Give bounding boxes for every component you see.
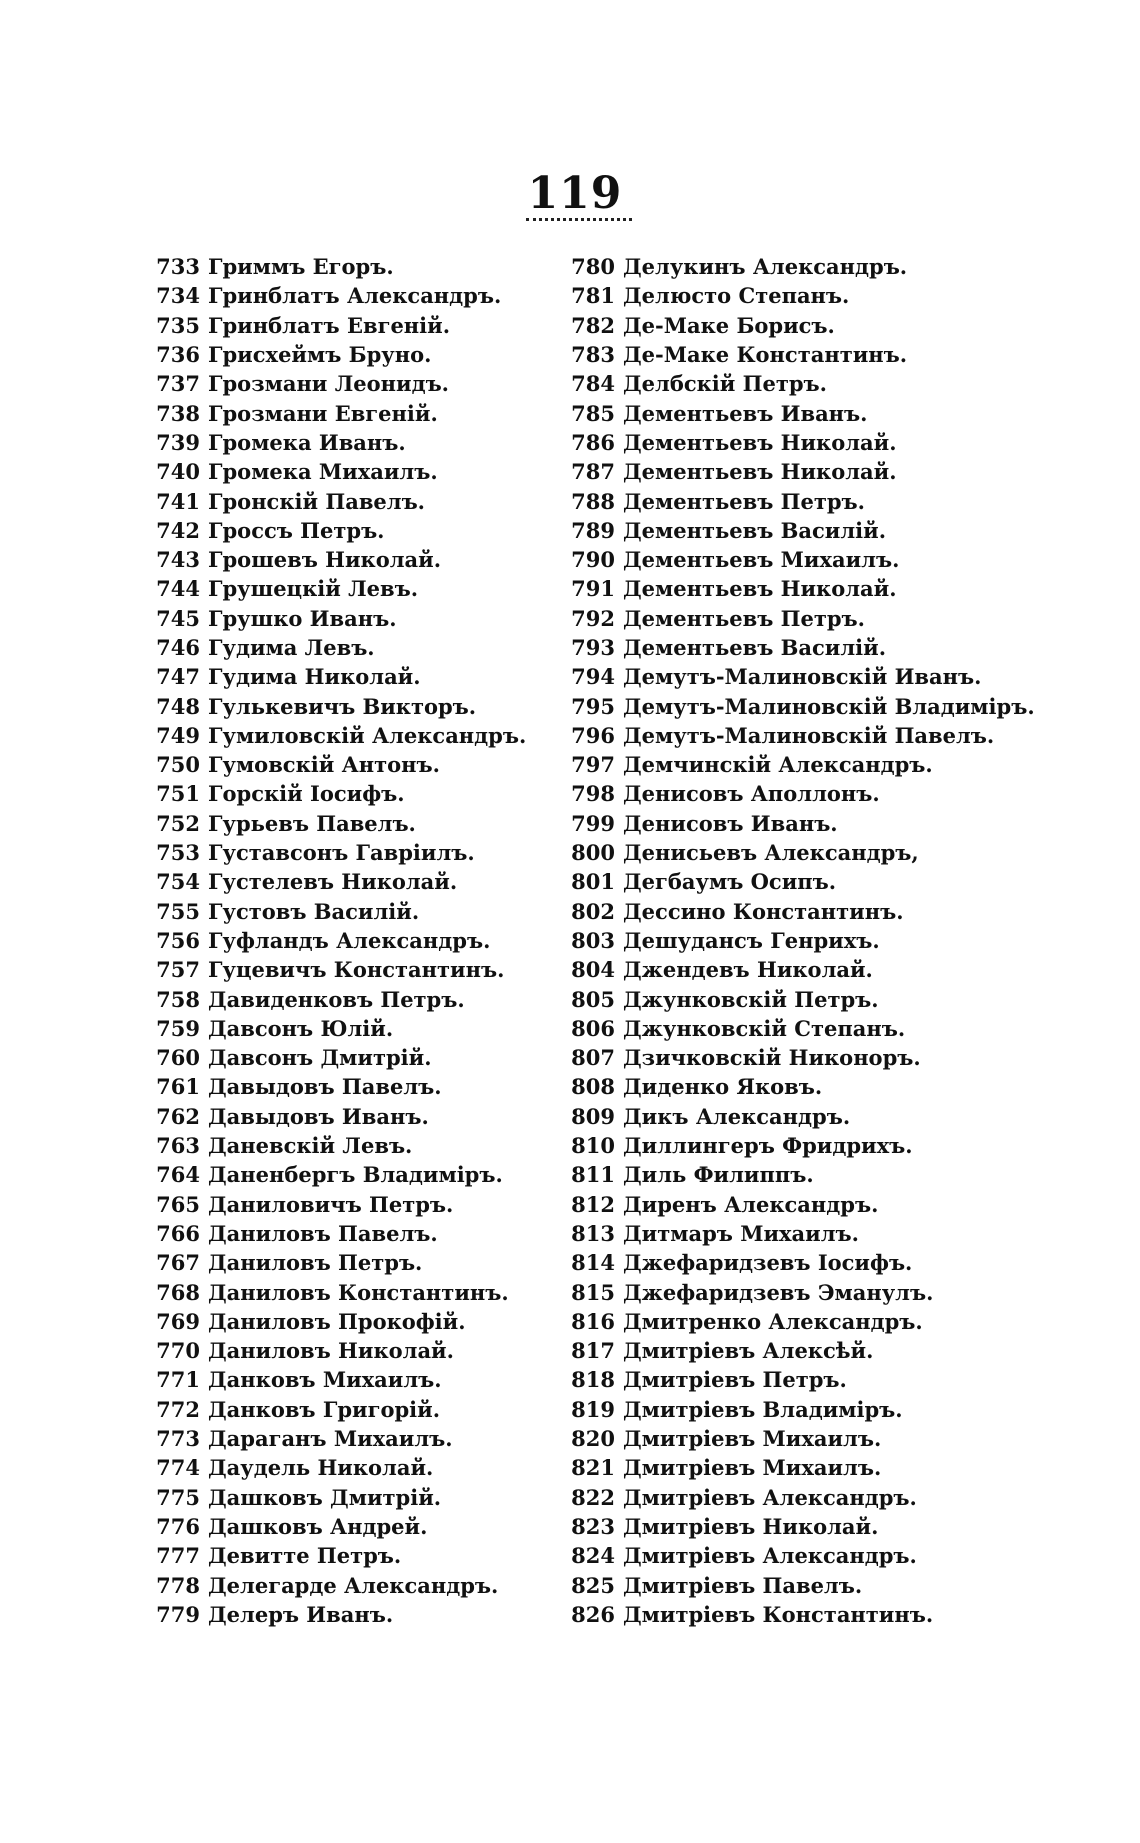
list-item [565, 545, 1035, 574]
entry-number: 815 [571, 1279, 615, 1305]
entry-name: Дегбаумъ Осипъ. [623, 869, 837, 895]
entry-number: 752 [156, 810, 200, 836]
list-item [565, 281, 1035, 310]
list-item [565, 428, 1035, 457]
entry-number: 810 [571, 1133, 615, 1159]
entry-name: Давсонъ Юлій. [208, 1015, 394, 1041]
entry-name: Девитте Петръ. [208, 1543, 402, 1569]
entry-name: Даниловъ Петръ. [208, 1250, 423, 1276]
entry-number: 796 [571, 722, 615, 748]
list-item [565, 955, 1035, 984]
entry-number: 799 [571, 810, 615, 836]
list-item [150, 281, 526, 310]
entry-number: 784 [571, 371, 615, 397]
list-item [150, 1131, 526, 1160]
entry-number: 777 [156, 1543, 200, 1569]
list-item [565, 1072, 1035, 1101]
entry-number: 754 [156, 869, 200, 895]
page-number: 119 [527, 168, 623, 219]
list-item [565, 486, 1035, 515]
entry-number: 822 [571, 1484, 615, 1510]
entry-name: Дмитріевъ Михаилъ. [623, 1426, 882, 1452]
entry-number: 745 [156, 605, 200, 631]
list-item [565, 369, 1035, 398]
entry-number: 811 [571, 1162, 615, 1188]
entry-number: 740 [156, 459, 200, 485]
entry-number: 792 [571, 605, 615, 631]
entry-name: Гуцевичъ Константинъ. [208, 957, 505, 983]
entry-name: Густелевъ Николай. [208, 869, 458, 895]
list-item [565, 1336, 1035, 1365]
list-item [565, 1014, 1035, 1043]
entry-number: 786 [571, 429, 615, 455]
list-item [565, 633, 1035, 662]
entry-name: Де-Маке Борисъ. [623, 312, 835, 338]
entry-number: 820 [571, 1426, 615, 1452]
entry-name: Гуфландъ Александръ. [208, 927, 491, 953]
list-item [565, 984, 1035, 1013]
entry-name: Демутъ-Малиновскій Владиміръ. [623, 693, 1035, 719]
list-item [150, 1072, 526, 1101]
entry-name: Делегарде Александръ. [208, 1572, 499, 1598]
entry-number: 780 [571, 254, 615, 280]
entry-number: 793 [571, 635, 615, 660]
entry-name: Грушко Иванъ. [208, 605, 397, 631]
entry-name: Дитмаръ Михаилъ. [623, 1220, 859, 1246]
entry-number: 751 [156, 781, 200, 807]
list-item [150, 897, 526, 926]
list-item [150, 691, 526, 720]
list-item [565, 1424, 1035, 1453]
entry-name: Даневскій Левъ. [208, 1133, 413, 1159]
entry-name: Давыдовъ Павелъ. [208, 1074, 442, 1100]
list-item [565, 574, 1035, 603]
list-item [565, 809, 1035, 838]
list-item [150, 340, 526, 369]
list-item [565, 516, 1035, 545]
entry-name: Дементьевъ Петръ. [623, 605, 865, 631]
list-item [565, 691, 1035, 720]
entry-number: 774 [156, 1455, 200, 1481]
list-item [150, 1395, 526, 1424]
entry-name: Дмитріевъ Константинъ. [623, 1601, 934, 1627]
list-item [565, 1482, 1035, 1511]
entry-number: 807 [571, 1045, 615, 1071]
entry-name: Дементьевъ Петръ. [623, 488, 865, 514]
entry-number: 785 [571, 400, 615, 426]
entry-number: 756 [156, 927, 200, 953]
list-item [150, 1336, 526, 1365]
list-item [565, 457, 1035, 486]
entry-name: Гриммъ Егоръ. [208, 254, 394, 280]
entry-number: 736 [156, 342, 200, 368]
entry-number: 755 [156, 898, 200, 924]
entry-name: Дикъ Александръ. [623, 1103, 851, 1129]
list-item [565, 311, 1035, 340]
list-item [150, 1570, 526, 1599]
entry-number: 791 [571, 576, 615, 602]
entry-name: Демчинскій Александръ. [623, 752, 933, 778]
entry-number: 773 [156, 1426, 200, 1452]
entry-number: 806 [571, 1015, 615, 1041]
entry-name: Даниловъ Константинъ. [208, 1279, 509, 1305]
list-item [565, 1600, 1035, 1629]
entry-name: Дементьевъ Николай. [623, 429, 897, 455]
left-column [150, 252, 526, 1629]
list-item [565, 721, 1035, 750]
entry-number: 783 [571, 342, 615, 368]
entry-number: 787 [571, 459, 615, 485]
entry-name: Диллингеръ Фридрихъ. [623, 1133, 913, 1159]
list-item [150, 1482, 526, 1511]
entry-name: Густавсонъ Гавріилъ. [208, 840, 475, 866]
entry-name: Грисхеймъ Бруно. [208, 342, 432, 368]
list-item [565, 1307, 1035, 1336]
entry-name: Демутъ-Малиновскій Павелъ. [623, 722, 995, 748]
list-item [150, 1307, 526, 1336]
list-item [150, 428, 526, 457]
list-item [565, 750, 1035, 779]
entry-name: Дашковъ Дмитрій. [208, 1484, 442, 1510]
entry-name: Джунковскій Петръ. [623, 986, 879, 1012]
page-number-rule [526, 218, 632, 221]
entry-name: Дементьевъ Василій. [623, 635, 887, 660]
list-item [565, 1541, 1035, 1570]
entry-name: Гурьевъ Павелъ. [208, 810, 416, 836]
list-item [150, 457, 526, 486]
entry-number: 826 [571, 1601, 615, 1627]
entry-number: 782 [571, 312, 615, 338]
list-item [150, 867, 526, 896]
list-item [565, 662, 1035, 691]
entry-number: 764 [156, 1162, 200, 1188]
entry-number: 768 [156, 1279, 200, 1305]
list-item [565, 398, 1035, 427]
list-item [150, 1102, 526, 1131]
entry-number: 770 [156, 1338, 200, 1364]
entry-number: 753 [156, 840, 200, 866]
list-item [565, 1219, 1035, 1248]
list-item [565, 779, 1035, 808]
entry-name: Джендевъ Николай. [623, 957, 873, 983]
entry-name: Данковъ Михаилъ. [208, 1367, 442, 1393]
entry-name: Дмитренко Александръ. [623, 1308, 923, 1334]
list-item [150, 662, 526, 691]
entry-name: Денисьевъ Александръ, [623, 840, 919, 866]
entry-name: Давсонъ Дмитрій. [208, 1045, 432, 1071]
entry-name: Гринблатъ Евгеній. [208, 312, 451, 338]
list-item [150, 311, 526, 340]
entry-number: 758 [156, 986, 200, 1012]
list-item [565, 867, 1035, 896]
entry-name: Диренъ Александръ. [623, 1191, 879, 1217]
list-item [150, 252, 526, 281]
list-item [150, 398, 526, 427]
list-item [150, 721, 526, 750]
entry-number: 812 [571, 1191, 615, 1217]
entry-name: Грозмани Евгеній. [208, 400, 438, 426]
entry-number: 789 [571, 517, 615, 543]
list-item [150, 1014, 526, 1043]
entry-name: Дементьевъ Николай. [623, 576, 897, 602]
entry-name: Даудель Николай. [208, 1455, 434, 1481]
list-item [150, 1219, 526, 1248]
entry-name: Гулькевичъ Викторъ. [208, 693, 477, 719]
entry-name: Громека Иванъ. [208, 429, 406, 455]
entry-number: 825 [571, 1572, 615, 1598]
entry-name: Гронскій Павелъ. [208, 488, 425, 514]
entry-name: Гумиловскій Александръ. [208, 722, 527, 748]
list-item [565, 838, 1035, 867]
entry-number: 805 [571, 986, 615, 1012]
entry-number: 767 [156, 1250, 200, 1276]
entry-number: 766 [156, 1220, 200, 1246]
entry-name: Джефаридзевъ Іосифъ. [623, 1250, 913, 1276]
list-item [565, 1102, 1035, 1131]
list-item [150, 486, 526, 515]
entry-name: Даниловъ Прокофій. [208, 1308, 466, 1334]
entry-number: 776 [156, 1513, 200, 1539]
entry-number: 819 [571, 1396, 615, 1422]
list-item [150, 574, 526, 603]
entry-name: Даниловъ Николай. [208, 1338, 454, 1364]
list-item [565, 1570, 1035, 1599]
entry-number: 814 [571, 1250, 615, 1276]
list-item [565, 1453, 1035, 1482]
list-item [150, 838, 526, 867]
entry-number: 765 [156, 1191, 200, 1217]
list-item [150, 750, 526, 779]
list-item [150, 1277, 526, 1306]
list-item [565, 897, 1035, 926]
entry-name: Демутъ-Малиновскій Иванъ. [623, 664, 982, 690]
list-item [150, 779, 526, 808]
entry-name: Громека Михаилъ. [208, 459, 438, 485]
entry-number: 772 [156, 1396, 200, 1422]
list-item [150, 1248, 526, 1277]
entry-number: 769 [156, 1308, 200, 1334]
list-item [150, 369, 526, 398]
entry-name: Дашковъ Андрей. [208, 1513, 428, 1539]
list-item [150, 633, 526, 662]
list-item [150, 984, 526, 1013]
list-item [150, 1512, 526, 1541]
entry-number: 734 [156, 283, 200, 309]
entry-name: Дмитріевъ Александръ. [623, 1543, 917, 1569]
entry-name: Густовъ Василій. [208, 898, 420, 924]
entry-number: 743 [156, 547, 200, 573]
entry-name: Дессино Константинъ. [623, 898, 904, 924]
entry-number: 750 [156, 752, 200, 778]
list-item [150, 1600, 526, 1629]
entry-name: Даненбергъ Владиміръ. [208, 1162, 503, 1188]
entry-number: 747 [156, 664, 200, 690]
entry-name: Джунковскій Степанъ. [623, 1015, 906, 1041]
entry-name: Давыдовъ Иванъ. [208, 1103, 429, 1129]
list-item [150, 809, 526, 838]
entry-name: Гроссъ Петръ. [208, 517, 385, 543]
entry-name: Джефаридзевъ Эманулъ. [623, 1279, 934, 1305]
entry-name: Дмитріевъ Александръ. [623, 1484, 917, 1510]
entry-number: 809 [571, 1103, 615, 1129]
entry-name: Дмитріевъ Павелъ. [623, 1572, 863, 1598]
entry-number: 741 [156, 488, 200, 514]
entry-number: 744 [156, 576, 200, 602]
entry-name: Денисовъ Аполлонъ. [623, 781, 880, 807]
entry-number: 821 [571, 1455, 615, 1481]
entry-number: 818 [571, 1367, 615, 1393]
entry-name: Грозмани Леонидъ. [208, 371, 449, 397]
entry-name: Даниловъ Павелъ. [208, 1220, 438, 1246]
list-item [565, 1160, 1035, 1189]
list-item [565, 1512, 1035, 1541]
entry-name: Денисовъ Иванъ. [623, 810, 838, 836]
entry-number: 742 [156, 517, 200, 543]
list-item [565, 604, 1035, 633]
list-item [150, 1365, 526, 1394]
entry-name: Грошевъ Николай. [208, 547, 442, 573]
entry-number: 763 [156, 1133, 200, 1159]
list-item [565, 1365, 1035, 1394]
entry-name: Делбскій Петръ. [623, 371, 827, 397]
list-item [565, 926, 1035, 955]
list-item [150, 1160, 526, 1189]
list-item [565, 1043, 1035, 1072]
entry-name: Дмитріевъ Николай. [623, 1513, 879, 1539]
list-item [150, 604, 526, 633]
list-item [565, 1131, 1035, 1160]
entry-number: 816 [571, 1308, 615, 1334]
entry-name: Дмитріевъ Владиміръ. [623, 1396, 903, 1422]
entry-name: Дараганъ Михаилъ. [208, 1426, 453, 1452]
entry-name: Дементьевъ Иванъ. [623, 400, 868, 426]
entry-number: 771 [156, 1367, 200, 1393]
entry-number: 779 [156, 1601, 200, 1627]
entry-name: Дементьевъ Николай. [623, 459, 897, 485]
list-item [150, 1541, 526, 1570]
entry-name: Дешудансъ Генрихъ. [623, 927, 880, 953]
entry-name: Давиденковъ Петръ. [208, 986, 465, 1012]
entry-number: 759 [156, 1015, 200, 1041]
list-item [150, 545, 526, 574]
entry-number: 746 [156, 635, 200, 660]
list-item [150, 1190, 526, 1219]
entry-number: 804 [571, 957, 615, 983]
list-item [150, 926, 526, 955]
entry-number: 762 [156, 1103, 200, 1129]
entry-name: Гумовскій Антонъ. [208, 752, 440, 778]
entry-number: 797 [571, 752, 615, 778]
entry-name: Делюсто Степанъ. [623, 283, 850, 309]
list-item [150, 1453, 526, 1482]
entry-name: Горскій Іосифъ. [208, 781, 405, 807]
entry-name: Гудима Левъ. [208, 635, 375, 660]
list-item [565, 252, 1035, 281]
entry-number: 735 [156, 312, 200, 338]
entry-number: 795 [571, 693, 615, 719]
entry-number: 813 [571, 1220, 615, 1246]
entry-name: Даниловичъ Петръ. [208, 1191, 454, 1217]
entry-number: 790 [571, 547, 615, 573]
list-item [150, 1424, 526, 1453]
entry-name: Дзичковскій Никоноръ. [623, 1045, 921, 1071]
right-column [565, 252, 1035, 1629]
list-item [565, 1190, 1035, 1219]
entry-number: 802 [571, 898, 615, 924]
list-item [565, 1248, 1035, 1277]
entry-number: 803 [571, 927, 615, 953]
entry-number: 761 [156, 1074, 200, 1100]
list-item [565, 1277, 1035, 1306]
entry-name: Диль Филиппъ. [623, 1162, 814, 1188]
entry-number: 757 [156, 957, 200, 983]
entry-number: 808 [571, 1074, 615, 1100]
list-item [565, 340, 1035, 369]
entry-number: 733 [156, 254, 200, 280]
entry-number: 798 [571, 781, 615, 807]
entry-name: Дементьевъ Михаилъ. [623, 547, 900, 573]
entry-number: 737 [156, 371, 200, 397]
list-item [565, 1395, 1035, 1424]
entry-name: Грушецкій Левъ. [208, 576, 419, 602]
entry-name: Данковъ Григорій. [208, 1396, 441, 1422]
entry-number: 778 [156, 1572, 200, 1598]
entry-number: 760 [156, 1045, 200, 1071]
entry-name: Делеръ Иванъ. [208, 1601, 394, 1627]
entry-number: 817 [571, 1338, 615, 1364]
entry-name: Диденко Яковъ. [623, 1074, 823, 1100]
list-item [150, 955, 526, 984]
entry-name: Гудима Николай. [208, 664, 421, 690]
entry-name: Дмитріевъ Михаилъ. [623, 1455, 882, 1481]
entry-name: Гринблатъ Александръ. [208, 283, 502, 309]
entry-name: Де-Маке Константинъ. [623, 342, 908, 368]
entry-name: Делукинъ Александръ. [623, 254, 908, 280]
entry-number: 801 [571, 869, 615, 895]
list-item [150, 1043, 526, 1072]
entry-number: 738 [156, 400, 200, 426]
list-item [150, 516, 526, 545]
entry-name: Дмитріевъ Алексѣй. [623, 1338, 874, 1364]
entry-number: 781 [571, 283, 615, 309]
entry-number: 800 [571, 840, 615, 866]
entry-name: Дмитріевъ Петръ. [623, 1367, 847, 1393]
entry-number: 739 [156, 429, 200, 455]
entry-number: 788 [571, 488, 615, 514]
entry-number: 748 [156, 693, 200, 719]
entry-name: Дементьевъ Василій. [623, 517, 887, 543]
entry-number: 775 [156, 1484, 200, 1510]
entry-number: 824 [571, 1543, 615, 1569]
entry-number: 749 [156, 722, 200, 748]
entry-number: 823 [571, 1513, 615, 1539]
entry-number: 794 [571, 664, 615, 690]
